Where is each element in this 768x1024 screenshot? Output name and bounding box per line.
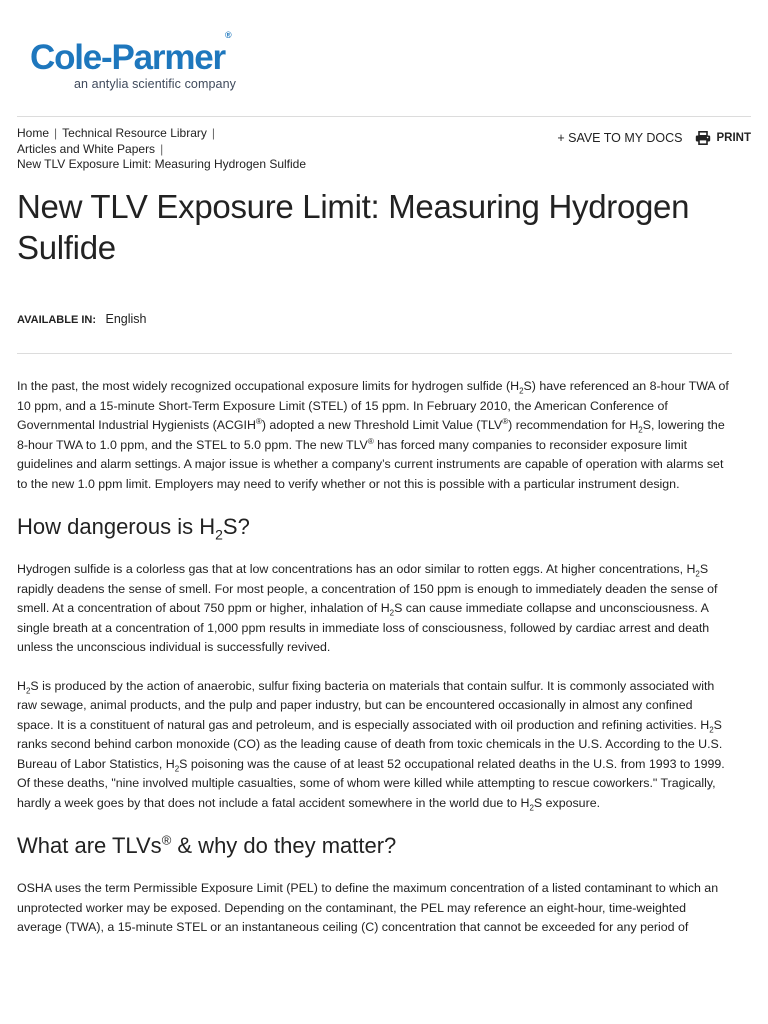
page-title: New TLV Exposure Limit: Measuring Hydrogen Sulfide bbox=[17, 188, 690, 266]
availability-label: AVAILABLE IN: bbox=[17, 314, 97, 326]
text-segment: In the past, the most widely recognized occupational exposure limits for hydrogen sulfide (H bbox=[17, 379, 520, 393]
heading-what-are-tlvs bbox=[17, 832, 732, 860]
subscript: 2 bbox=[709, 724, 714, 734]
subscript: 2 bbox=[695, 569, 700, 579]
print-label: PRINT bbox=[716, 132, 751, 144]
text-segment: ) recommendation for H bbox=[508, 418, 639, 432]
text-segment: has forced many companies to reconsider exposure limit guidelines and alarm settings. A major issue is whether a company’s current instruments are capable of operation with alarms set to the new 1.0 ppm limit. Employers may need to verify whether or not this is possible with a particular instrument design. bbox=[17, 437, 724, 491]
breadcrumb-row-1 bbox=[17, 126, 306, 142]
brand-wordmark: Cole-Parmer bbox=[30, 38, 225, 77]
breadcrumb-home[interactable]: Home bbox=[17, 126, 50, 140]
heading-how-dangerous bbox=[17, 513, 732, 541]
text-segment: S poisoning was the cause of at least 52 occupational related deaths in the U.S. from 1993 to 1999. Of these deaths, "nine involved multiple casualties, some of whom were killed while attempting to rescue coworkers." Tragically, hardly a week goes by that does not include a fatal accident somewhere in the world due to H bbox=[17, 756, 725, 810]
text-segment: S can cause immediate collapse and unconsciousness. A single breath at a concentration of 1,000 ppm results in immediate loss of consciousness, followed by cardiac arrest and death unless the unconscious individual is successfully revived. bbox=[17, 601, 710, 654]
text-segment: S is produced by the action of anaerobic, sulfur fixing bacteria on materials that contain sulfur. It is commonly associated with raw sewage, animal products, and the pulp and paper industry, but can be encountered occasionally in almost any confined space. It is a constituent of natural gas and petroleum, and is especially associated with oil production and refining activities. H bbox=[17, 678, 715, 732]
text-segment: S, lowering the 8-hour TWA to 1.0 ppm, and the STEL to 5.0 ppm. The new TLV bbox=[17, 418, 725, 452]
brand-logo[interactable] bbox=[30, 30, 237, 91]
paragraph-osha-pel: OSHA uses the term Permissible Exposure Limit (PEL) to define the maximum concentration of a listed contaminant to which an unprotected worker may be exposed. Depending on the contaminant, the PEL may reference an eight-hour, time-weighted average (TWA), a 15-minute STEL or an instantaneous ceiling (C) concentration that cannot be exceeded for any period of bbox=[17, 881, 719, 934]
subscript: 2 bbox=[389, 608, 395, 618]
article-body bbox=[17, 377, 732, 957]
subscript: 2 bbox=[519, 386, 524, 396]
breadcrumb-row-3 bbox=[17, 157, 306, 173]
subscript: 2 bbox=[215, 526, 223, 543]
subscript: 2 bbox=[638, 425, 643, 435]
subscript: 2 bbox=[25, 685, 31, 695]
paragraph-sources bbox=[17, 677, 732, 814]
brand-registered-mark: ® bbox=[224, 30, 232, 41]
subscript: 2 bbox=[174, 763, 180, 773]
article-actions bbox=[557, 131, 751, 145]
save-to-my-docs-button[interactable]: + SAVE TO MY DOCS bbox=[557, 131, 683, 145]
breadcrumb bbox=[17, 126, 306, 173]
breadcrumb-separator: | bbox=[54, 126, 58, 140]
content-divider bbox=[17, 353, 732, 354]
text-segment: S? bbox=[222, 514, 250, 539]
registered-mark: ® bbox=[255, 416, 262, 426]
registered-mark: ® bbox=[367, 436, 374, 446]
brand-tagline: an antylia scientific company bbox=[74, 77, 237, 91]
breadcrumb-separator: | bbox=[211, 126, 215, 140]
text-segment: S ranks second behind carbon monoxide (CO) as the leading cause of death from toxic chemicals in the U.S. According to the U.S. Bureau of Labor Statistics, H bbox=[17, 717, 723, 771]
paragraph-hydrogen-sulfide bbox=[17, 560, 732, 658]
text-segment: How dangerous is H bbox=[17, 514, 216, 539]
breadcrumb-current: New TLV Exposure Limit: Measuring Hydrogen Sulfide bbox=[17, 157, 307, 171]
breadcrumb-separator: | bbox=[160, 141, 164, 156]
printer-icon bbox=[695, 131, 711, 145]
print-button[interactable] bbox=[695, 131, 752, 145]
text-segment: S exposure. bbox=[533, 795, 601, 810]
text-segment: H bbox=[17, 678, 26, 693]
brand-name bbox=[30, 30, 236, 77]
availability-language[interactable]: English bbox=[105, 312, 147, 326]
header-divider bbox=[17, 116, 751, 117]
registered-mark: ® bbox=[502, 416, 509, 426]
text-segment: ) adopted a new Threshold Limit Value (TLV bbox=[261, 418, 503, 432]
paragraph-intro bbox=[17, 377, 732, 494]
subscript: 2 bbox=[529, 802, 534, 812]
text-segment: & why do they matter? bbox=[171, 833, 397, 858]
availability bbox=[17, 312, 147, 326]
breadcrumb-articles-white-papers[interactable]: Articles and White Papers bbox=[17, 141, 156, 156]
breadcrumb-row-2 bbox=[17, 142, 306, 158]
breadcrumb-technical-resource-library[interactable]: Technical Resource Library bbox=[62, 126, 207, 140]
registered-mark: ® bbox=[161, 832, 172, 848]
text-segment: Hydrogen sulfide is a colorless gas that at low concentrations has an odor similar to rotten eggs. At higher concentrations, H bbox=[17, 562, 696, 576]
text-segment: S) have referenced an 8-hour TWA of 10 ppm, and a 15-minute Short-Term Exposure Limit (STEL) of 15 ppm. In February 2010, the American Conference of Governmental Industrial Hygienists (ACGIH bbox=[17, 379, 729, 432]
text-segment: S rapidly deadens the sense of smell. For most people, a concentration of 150 ppm is enough to immediately deaden the sense of smell. At a concentration of about 750 ppm or higher, inhalation of H bbox=[17, 562, 718, 615]
text-segment: What are TLVs bbox=[17, 833, 162, 858]
